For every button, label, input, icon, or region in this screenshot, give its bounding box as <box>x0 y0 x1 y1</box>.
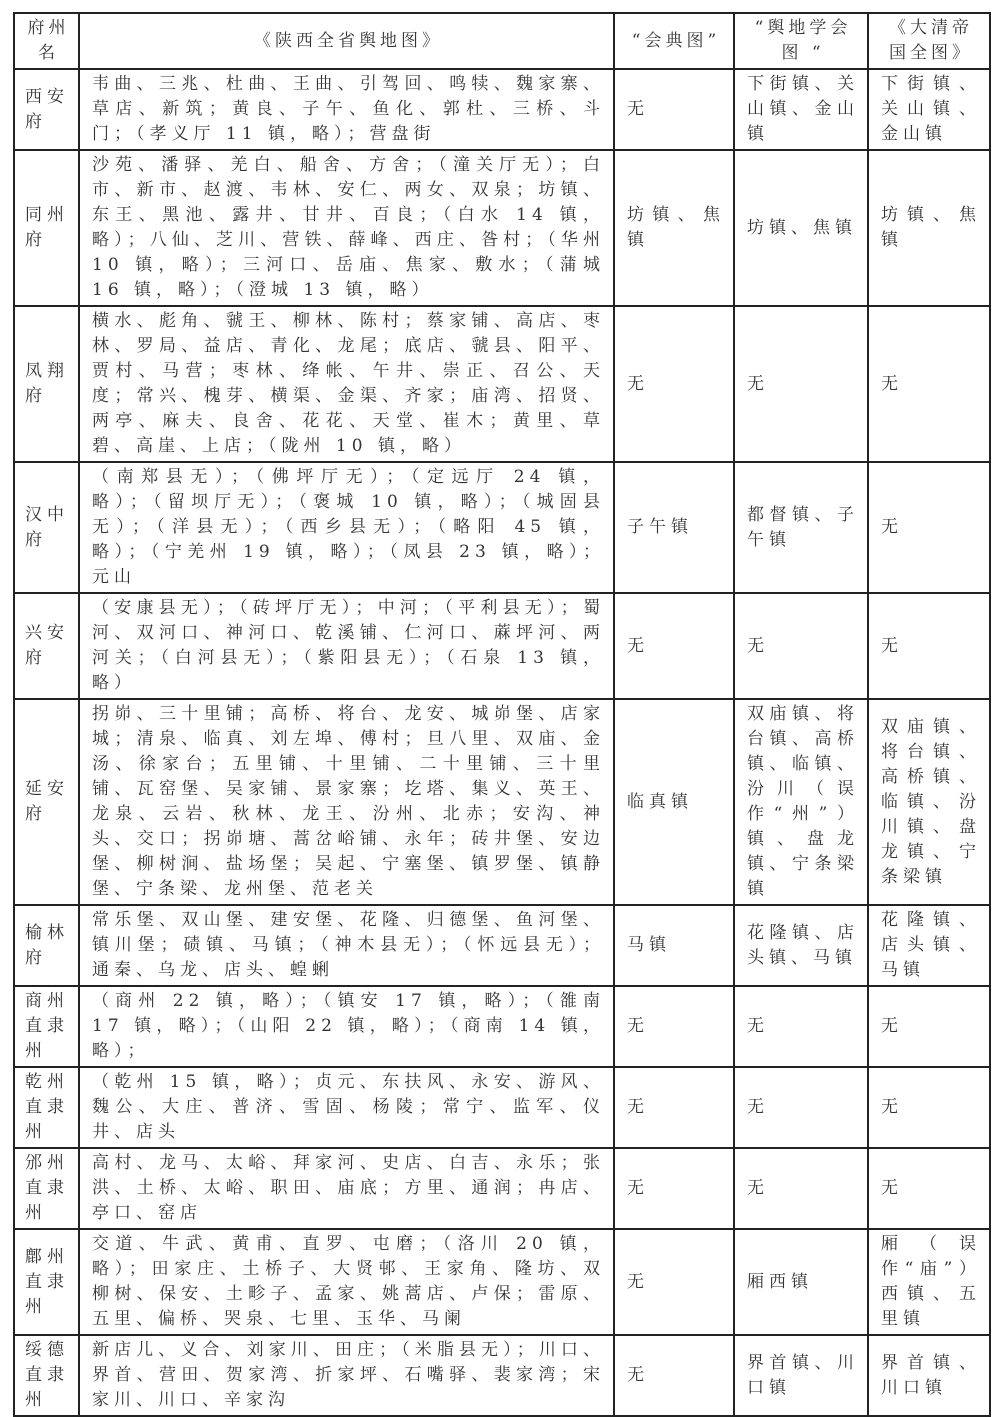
shaanxi-map-towns: 横水、彪角、虢王、柳林、陈村；蔡家铺、高店、枣林、罗局、益店、青化、龙尾；底店、虢县、阳平、贾村、马营；枣林、绛帐、午井、崇正、召公、天度；常兴、槐芽、横渠、金渠、齐家；庙湾、招贤、两亭、麻夫、良舍、花花、天堂、崔木；黄里、草碧、高崖、上店；（陇州 10 镇，略） <box>79 306 614 462</box>
header-huidian-map: “会典图” <box>614 13 734 69</box>
daqing-map-towns: 无 <box>868 306 990 462</box>
table-row <box>14 150 990 306</box>
shaanxi-map-towns: 新店儿、义合、刘家川、田庄；（米脂县无）；川口、界首、营田、贺家湾、折家坪、石嘴驿、裴家湾；宋家川、川口、辛家沟 <box>79 1335 614 1416</box>
prefecture-name: 汉中府 <box>14 462 79 593</box>
huidian-map-towns: 无 <box>614 1335 734 1416</box>
shaanxi-map-towns: （安康县无）；（砖坪厅无）；中河；（平利县无）；蜀河、双河口、神河口、乾溪铺、仁河口、蔴坪河、两河关；（白河县无）；（紫阳县无）；（石泉 13 镇，略） <box>79 593 614 699</box>
huidian-map-towns: 无 <box>614 1067 734 1148</box>
shaanxi-map-towns: （商州 22 镇，略）；（镇安 17 镇，略）；（雒南 17 镇，略）；（山阳 22 镇，略）；（商南 14 镇，略）； <box>79 986 614 1067</box>
yudi-map-towns: 无 <box>734 1067 868 1148</box>
huidian-map-towns: 无 <box>614 1229 734 1335</box>
prefecture-name: 商州直隶州 <box>14 986 79 1067</box>
header-row <box>14 13 990 69</box>
huidian-map-towns: 无 <box>614 986 734 1067</box>
prefecture-name: 邠州直隶州 <box>14 1148 79 1229</box>
shaanxi-map-towns: 拐峁、三十里铺；高桥、将台、龙安、城峁堡、店家城；清泉、临真、刘左埠、傅村；旦八里、双庙、金汤、徐家台；五里铺、十里铺、二十里铺、三十里铺、瓦窑堡、吴家铺、景家寨；圪塔、集义、英王、龙泉、云岩、秋林、龙王、汾州、北赤；安沟、神头、交口；拐峁塘、蒿岔峪铺、永年；砖井堡、安边堡、柳树涧、盐场堡；吴起、宁塞堡、镇罗堡、镇静堡、宁条梁、龙州堡、范老关 <box>79 699 614 905</box>
header-yudi-map: “舆地学会图 “ <box>734 13 868 69</box>
yudi-map-towns: 都督镇、子午镇 <box>734 462 868 593</box>
shaanxi-map-towns: 高村、龙马、太峪、拜家河、史店、白吉、永乐；张洪、土桥、太峪、职田、庙底；方里、通润；冉店、亭口、窑店 <box>79 1148 614 1229</box>
daqing-map-towns: 坊镇、焦镇 <box>868 150 990 306</box>
daqing-map-towns: 无 <box>868 1148 990 1229</box>
shaanxi-map-towns: （南郑县无）；（佛坪厅无）；（定远厅 24 镇，略）；（留坝厅无）；（褒城 10 镇，略）；（城固县无）；（洋县无）；（西乡县无）；（略阳 45 镇，略）；（宁羌州 19 镇，略）；（凤县 23 镇，略）；元山 <box>79 462 614 593</box>
yudi-map-towns: 花隆镇、店头镇、马镇 <box>734 905 868 986</box>
daqing-map-towns: 无 <box>868 986 990 1067</box>
daqing-map-towns: 花隆镇、店头镇、马镇 <box>868 905 990 986</box>
huidian-map-towns: 临真镇 <box>614 699 734 905</box>
table-body <box>14 69 990 1416</box>
table-row <box>14 1148 990 1229</box>
towns-comparison-table <box>13 12 991 1417</box>
daqing-map-towns: 无 <box>868 593 990 699</box>
table-row <box>14 462 990 593</box>
table-row <box>14 1229 990 1335</box>
header-daqing-map: 《大清帝国全图》 <box>868 13 990 69</box>
huidian-map-towns: 无 <box>614 69 734 150</box>
yudi-map-towns: 无 <box>734 593 868 699</box>
daqing-map-towns: 无 <box>868 462 990 593</box>
shaanxi-map-towns: 常乐堡、双山堡、建安堡、花隆、归德堡、鱼河堡、镇川堡；碛镇、马镇；（神木县无）；（怀远县无）；通秦、乌龙、店头、蝗蜊 <box>79 905 614 986</box>
daqing-map-towns: 无 <box>868 1067 990 1148</box>
prefecture-name: 凤翔府 <box>14 306 79 462</box>
table-row <box>14 1335 990 1416</box>
header-prefecture: 府州名 <box>14 13 79 69</box>
yudi-map-towns: 界首镇、川口镇 <box>734 1335 868 1416</box>
shaanxi-map-towns: 交道、牛武、黄甫、直罗、屯磨；（洛川 20 镇，略）；田家庄、土桥子、大贤邨、王家角、隆坊、双柳树、保安、土畛子、孟家、姚蒿店、卢保；雷原、五里、偏桥、哭泉、七里、玉华、马阑 <box>79 1229 614 1335</box>
yudi-map-towns: 厢西镇 <box>734 1229 868 1335</box>
yudi-map-towns: 无 <box>734 986 868 1067</box>
daqing-map-towns: 界首镇、川口镇 <box>868 1335 990 1416</box>
prefecture-name: 同州府 <box>14 150 79 306</box>
huidian-map-towns: 马镇 <box>614 905 734 986</box>
table-row <box>14 699 990 905</box>
shaanxi-map-towns: 韦曲、三兆、杜曲、王曲、引驾回、鸣犊、魏家寨、草店、新筑；黄良、子午、鱼化、郭杜、三桥、斗门；（孝义厅 11 镇，略）；营盘街 <box>79 69 614 150</box>
huidian-map-towns: 无 <box>614 1148 734 1229</box>
table-row <box>14 69 990 150</box>
prefecture-name: 绥德直隶州 <box>14 1335 79 1416</box>
prefecture-name: 榆林府 <box>14 905 79 986</box>
shaanxi-map-towns: 沙苑、潘驿、羌白、船舍、方舍；（潼关厅无）；白市、新市、赵渡、韦林、安仁、两女、双泉；坊镇、东王、黑池、露井、甘井、百良；（白水 14 镇，略）；八仙、芝川、营铁、薛峰、西庄、昝村；（华州 10 镇，略）；三河口、岳庙、焦家、敷水；（蒲城 16 镇，略）；（澄城 13 镇，略） <box>79 150 614 306</box>
huidian-map-towns: 无 <box>614 593 734 699</box>
prefecture-name: 鄜州直隶州 <box>14 1229 79 1335</box>
table-row <box>14 986 990 1067</box>
prefecture-name: 西安府 <box>14 69 79 150</box>
table-row <box>14 306 990 462</box>
huidian-map-towns: 坊镇、焦镇 <box>614 150 734 306</box>
shaanxi-map-towns: （乾州 15 镇，略）；贞元、东扶风、永安、游风、魏公、大庄、普济、雪固、杨陵；常宁、监军、仪井、店头 <box>79 1067 614 1148</box>
table-row <box>14 905 990 986</box>
huidian-map-towns: 子午镇 <box>614 462 734 593</box>
yudi-map-towns: 双庙镇、将台镇、高桥镇、临镇、汾川（误作“州”）镇、盘龙镇、宁条梁镇 <box>734 699 868 905</box>
daqing-map-towns: 厢（误作“庙”）西镇、五里镇 <box>868 1229 990 1335</box>
huidian-map-towns: 无 <box>614 306 734 462</box>
table-row <box>14 593 990 699</box>
prefecture-name: 乾州直隶州 <box>14 1067 79 1148</box>
daqing-map-towns: 双庙镇、将台镇、高桥镇、临镇、汾川镇、盘龙镇、宁条梁镇 <box>868 699 990 905</box>
prefecture-name: 延安府 <box>14 699 79 905</box>
yudi-map-towns: 下街镇、关山镇、金山镇 <box>734 69 868 150</box>
yudi-map-towns: 坊镇、焦镇 <box>734 150 868 306</box>
daqing-map-towns: 下街镇、关山镇、金山镇 <box>868 69 990 150</box>
prefecture-name: 兴安府 <box>14 593 79 699</box>
yudi-map-towns: 无 <box>734 1148 868 1229</box>
table-row <box>14 1067 990 1148</box>
yudi-map-towns: 无 <box>734 306 868 462</box>
header-shaanxi-map: 《陕西全省舆地图》 <box>79 13 614 69</box>
